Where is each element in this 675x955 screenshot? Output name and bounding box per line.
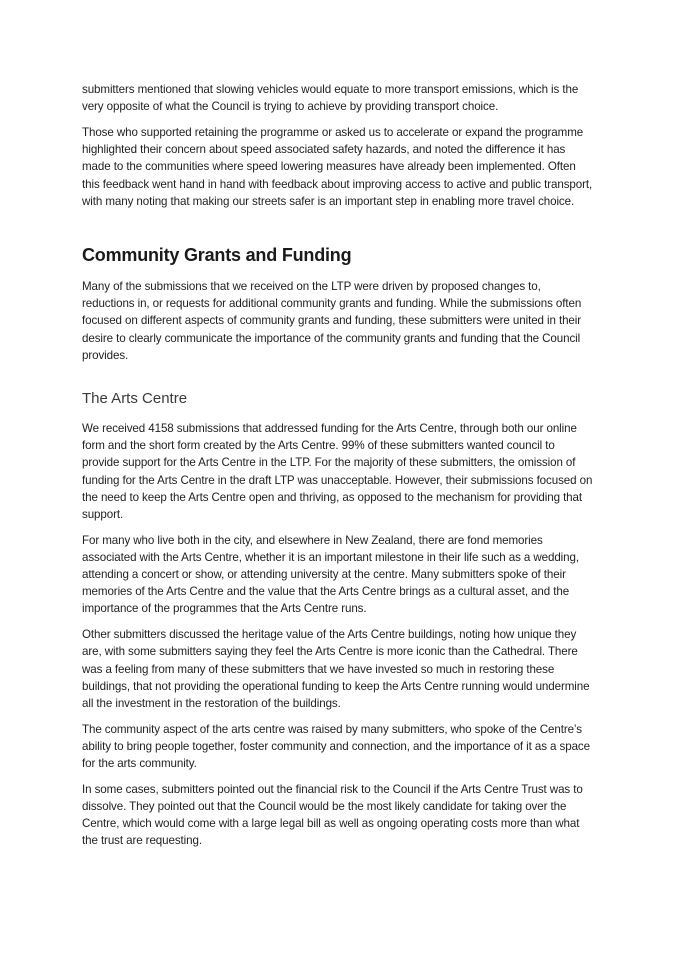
section-heading: Community Grants and Funding xyxy=(82,244,352,265)
paragraph: In some cases, submitters pointed out the financial risk to the Council if the Arts Centre Trust was to dissolve. They pointed out that the Council would be the most likely candidate for taking over the Centre, which would come with a large legal bill as well as ongoing operating costs more than what the trust are requesting. xyxy=(82,782,583,848)
paragraph: Other submitters discussed the heritage value of the Arts Centre buildings, noting how unique they are, with some submitters saying they feel the Arts Centre is more iconic than the Cathedral. There was a feeling from many of these submitters that we have invested so much in restoring these buildings, that not providing the operational funding to keep the Arts Centre running would undermine all the investment in the restoration of the buildings. xyxy=(82,628,590,710)
transport-section xyxy=(82,81,594,210)
paragraph: For many who live both in the city, and elsewhere in New Zealand, there are fond memories associated with the Arts Centre, whether it is an important milestone in their life such as a wedding, attending a concert or show, or attending university at the centre. Many submitters spoke of their memories of the Arts Centre and the value that the Arts Centre brings as a cultural asset, and the importance of the programmes that the Arts Centre runs. xyxy=(82,533,579,616)
paragraph: Many of the submissions that we received on the LTP were driven by proposed changes to, reductions in, or requests for additional community grants and funding. While the submissions often focused on different aspects of community grants and funding, these submitters were united in their desire to clearly communicate the importance of the community grants and funding that the Council provides. xyxy=(82,279,582,362)
document-page xyxy=(82,81,594,858)
paragraph: Those who supported retaining the programme or asked us to accelerate or expand the programme highlighted their concern about speed associated safety hazards, and noted the difference it has made to the communities where speed lowering measures have already been implemented. Often this feedback went hand in hand with feedback about improving access to active and public transport, with many noting that making our streets safer is an important step in enabling more travel choice. xyxy=(82,125,593,208)
paragraph: We received 4158 submissions that addressed funding for the Arts Centre, through both our online form and the short form created by the Arts Centre. 99% of these submitters wanted council to provide support for the Arts Centre in the LTP. For the majority of these submitters, the omission of funding for the Arts Centre in the draft LTP was unacceptable. However, their submissions focused on the need to keep the Arts Centre open and thriving, as opposed to the mechanism for providing that support. xyxy=(82,421,593,521)
paragraph: submitters mentioned that slowing vehicles would equate to more transport emissions, which is the very opposite of what the Council is trying to achieve by providing transport choice. xyxy=(82,83,579,114)
paragraph: The community aspect of the arts centre was raised by many submitters, who spoke of the Centre’s ability to bring people together, foster community and connection, and the importance of it as a space for the arts community. xyxy=(82,722,590,771)
community-grants-section xyxy=(82,243,594,364)
arts-centre-section xyxy=(82,389,594,850)
subsection-heading: The Arts Centre xyxy=(82,389,188,407)
